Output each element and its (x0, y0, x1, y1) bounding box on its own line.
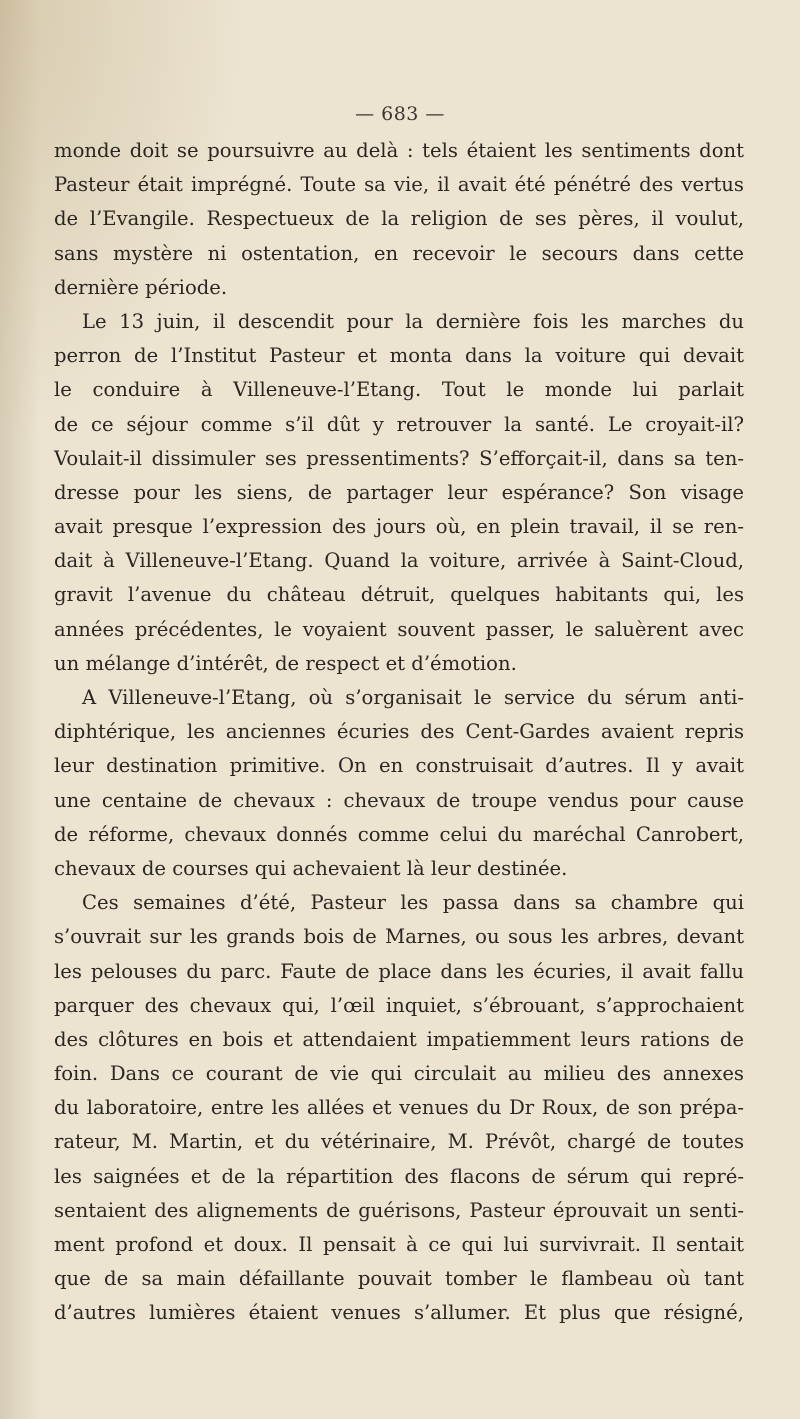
text-line: avait presque l’expression des jours où, en plein travail, il se ren- (54, 515, 744, 539)
text-line: que de sa main défaillante pouvait tomber le flambeau où tant (54, 1267, 744, 1291)
text-line: des clôtures en bois et attendaient impatiemment leurs rations de (54, 1027, 744, 1051)
text-line: dait à Villeneuve-l’Etang. Quand la voiture, arrivée à Saint-Cloud, (54, 549, 744, 573)
text-line: d’autres lumières étaient venues s’allumer. Et plus que résigné, (54, 1301, 744, 1325)
text-line: de l’Evangile. Respectueux de la religion de ses pères, il voulut, (54, 207, 744, 231)
text-line: années précédentes, le voyaient souvent passer, le saluèrent avec (54, 617, 744, 641)
text-line: leur destination primitive. On en construisait d’autres. Il y avait (54, 754, 744, 778)
text-line: sentaient des alignements de guérisons, Pasteur éprouvait un senti- (54, 1198, 744, 1222)
text-line: Pasteur était imprégné. Toute sa vie, il avait été pénétré des vertus (54, 173, 744, 197)
text-line: de ce séjour comme s’il dût y retrouver la santé. Le croyait-il? (54, 412, 744, 436)
text-line: dresse pour les siens, de partager leur espérance? Son visage (54, 480, 744, 504)
text-line: parquer des chevaux qui, l’œil inquiet, s’ébrouant, s’approchaient (54, 993, 744, 1017)
text-line: du laboratoire, entre les allées et venues du Dr Roux, de son prépa- (54, 1096, 744, 1120)
text-line: perron de l’Institut Pasteur et monta dans la voiture qui devait (54, 344, 744, 368)
text-line: de réforme, chevaux donnés comme celui du maréchal Canrobert, (54, 822, 744, 846)
text-line: gravit l’avenue du château détruit, quelques habitants qui, les (54, 583, 744, 607)
text-line: Ces semaines d’été, Pasteur les passa dans sa chambre qui (82, 891, 744, 915)
text-line: monde doit se poursuivre au delà : tels étaient les sentiments dont (54, 139, 744, 162)
text-line: Voulait-il dissimuler ses pressentiments? S’efforçait-il, dans sa ten- (54, 446, 744, 470)
text-line: rateur, M. Martin, et du vétérinaire, M. Prévôt, chargé de toutes (54, 1130, 744, 1154)
text-line: s’ouvrait sur les grands bois de Marnes, ou sous les arbres, devant (54, 925, 744, 949)
text-line: diphtérique, les anciennes écuries des Cent-Gardes avaient repris (54, 720, 744, 744)
text-line: dernière période. (54, 275, 228, 299)
text-line: chevaux de courses qui achevaient là leur destinée. (54, 856, 568, 880)
text-line: A Villeneuve-l’Etang, où s’organisait le service du sérum anti- (82, 686, 744, 709)
text-line: sans mystère ni ostentation, en recevoir le secours dans cette (54, 241, 744, 265)
text-line: le conduire à Villeneuve-l’Etang. Tout le monde lui parlait (54, 378, 744, 402)
text-line: Le 13 juin, il descendit pour la dernière fois les marches du (82, 309, 744, 333)
text-line: les pelouses du parc. Faute de place dans les écuries, il avait fallu (54, 959, 744, 983)
text-line: les saignées et de la répartition des flacons de sérum qui repré- (54, 1164, 744, 1188)
text-line: une centaine de chevaux : chevaux de troupe vendus pour cause (54, 788, 744, 812)
text-line: foin. Dans ce courant de vie qui circulait au milieu des annexes (54, 1062, 744, 1086)
body-text (54, 134, 744, 1331)
text-line: ment profond et doux. Il pensait à ce qui lui survivrait. Il sentait (54, 1233, 744, 1256)
page-number: — 683 — (355, 103, 445, 125)
text-line: un mélange d’intérêt, de respect et d’émotion. (54, 651, 517, 675)
